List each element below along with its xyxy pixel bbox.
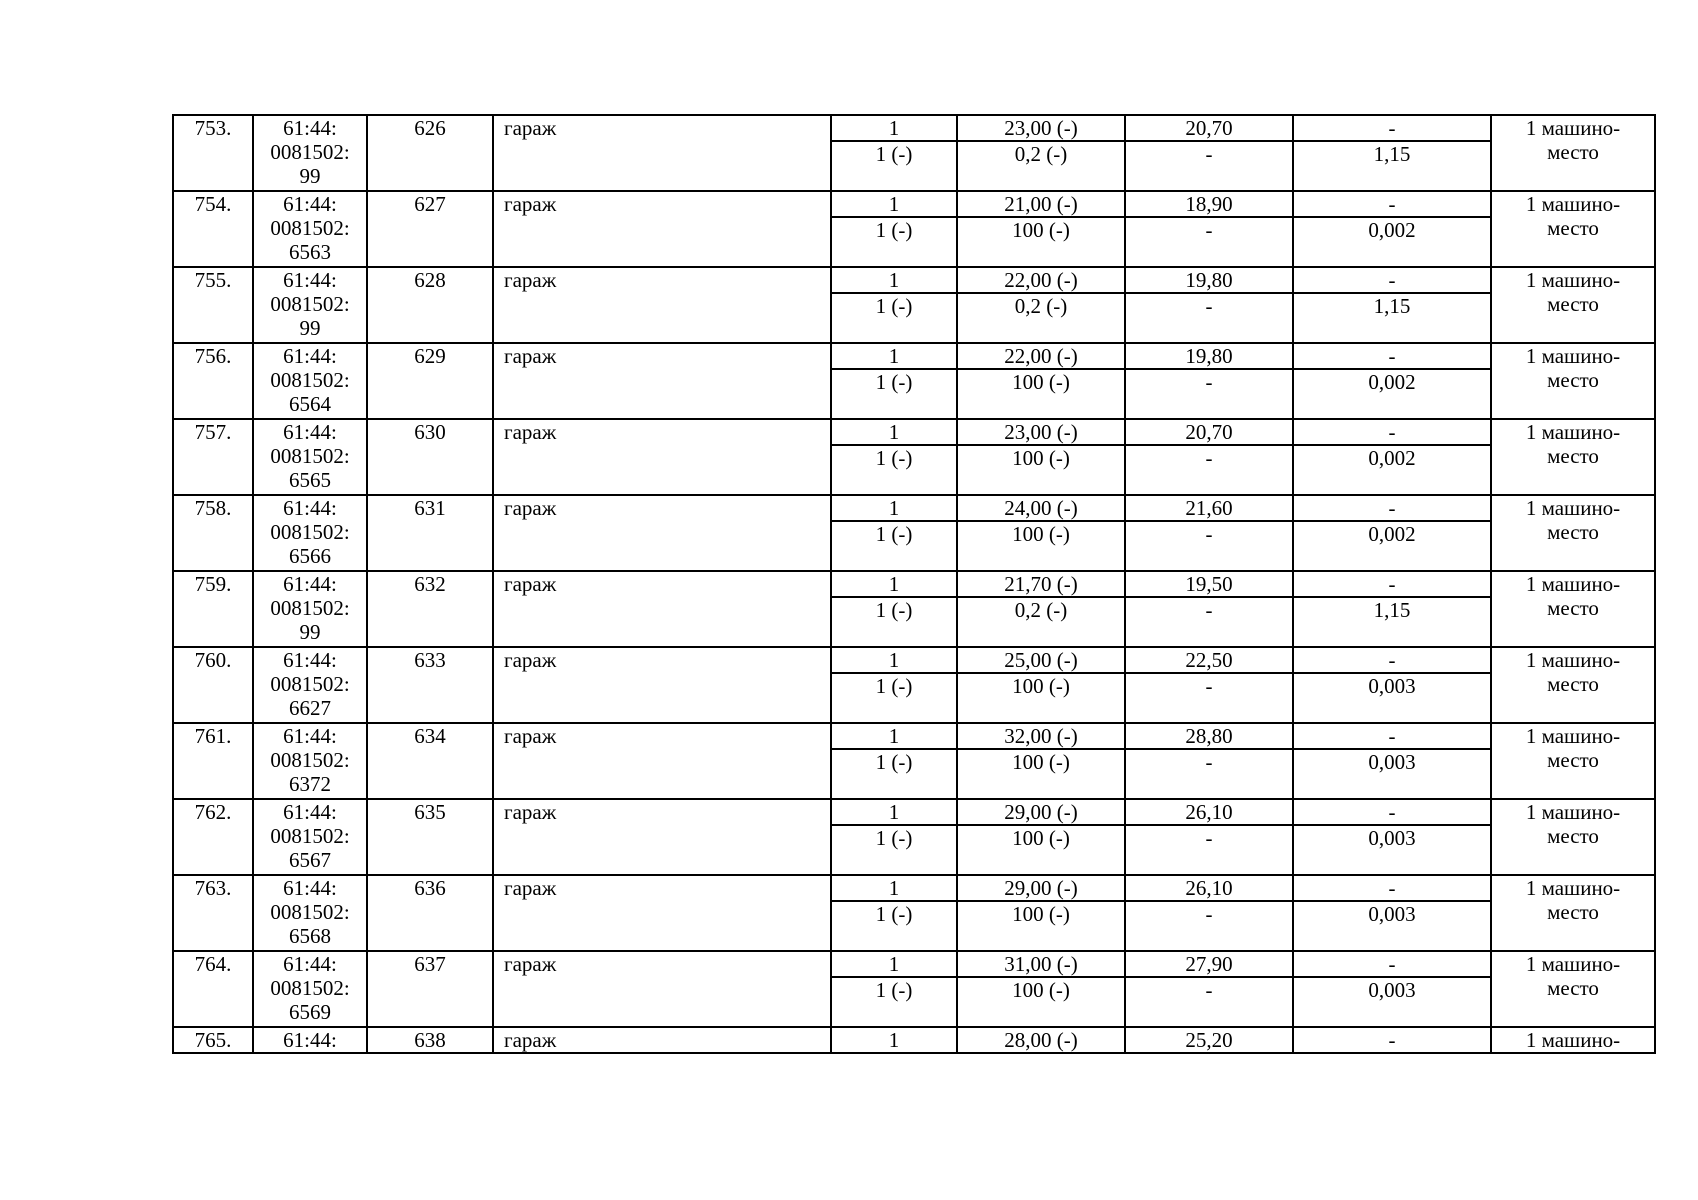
cell-a2: 1 (-) [831, 825, 957, 875]
unit-line: место [1547, 216, 1599, 240]
cell-b1: 23,00 (-) [957, 115, 1125, 141]
cell-a2: 1 (-) [831, 445, 957, 495]
object-type: гараж [493, 1027, 831, 1053]
row-number: 761. [173, 723, 253, 799]
cadastral-number [253, 495, 367, 571]
object-type: гараж [493, 951, 831, 1027]
cadastral-part: 0081502: [270, 292, 350, 316]
object-number: 627 [367, 191, 493, 267]
cell-a2: 1 (-) [831, 369, 957, 419]
cadastral-number [253, 875, 367, 951]
cadastral-number [253, 191, 367, 267]
cell-b2: 0,2 (-) [957, 597, 1125, 647]
object-type: гараж [493, 495, 831, 571]
row-number: 753. [173, 115, 253, 191]
cell-c1: 19,80 [1125, 343, 1293, 369]
cadastral-number [253, 419, 367, 495]
cadastral-part: 6372 [289, 772, 331, 796]
cell-c2: - [1125, 673, 1293, 723]
cadastral-number [253, 723, 367, 799]
table-row-last [173, 1027, 1655, 1053]
cell-d1: - [1293, 951, 1491, 977]
cell-a2: 1 (-) [831, 141, 957, 191]
cell-c2: - [1125, 521, 1293, 571]
cell-b2: 100 (-) [957, 749, 1125, 799]
object-number: 628 [367, 267, 493, 343]
object-number: 636 [367, 875, 493, 951]
table-row [173, 419, 1655, 445]
unit-line: 1 машино- [1525, 724, 1621, 748]
cadastral-part: 6566 [289, 544, 331, 568]
cell-d1: - [1293, 723, 1491, 749]
cadastral-part: 61:44: [283, 876, 337, 900]
unit-cell [1491, 267, 1655, 343]
cell-c2: - [1125, 977, 1293, 1027]
unit-cell [1491, 647, 1655, 723]
unit-line: 1 машино- [1525, 192, 1621, 216]
cadastral-part: 99 [299, 164, 321, 188]
table-row [173, 951, 1655, 977]
cell-d2: 0,003 [1293, 901, 1491, 951]
cell-b2: 100 (-) [957, 673, 1125, 723]
cadastral-part: 6565 [289, 468, 331, 492]
unit-cell: 1 машино- [1491, 1027, 1655, 1053]
unit-line: 1 машино- [1525, 876, 1621, 900]
cell-a2: 1 (-) [831, 901, 957, 951]
unit-line: 1 машино- [1525, 268, 1621, 292]
unit-line: место [1547, 976, 1599, 1000]
cell-c1: 27,90 [1125, 951, 1293, 977]
cell-a1: 1 [831, 191, 957, 217]
cell-d1: - [1293, 571, 1491, 597]
row-number: 757. [173, 419, 253, 495]
row-number: 759. [173, 571, 253, 647]
cell-c2: - [1125, 901, 1293, 951]
cell-b1: 31,00 (-) [957, 951, 1125, 977]
cadastral-part: 0081502: [270, 444, 350, 468]
table-row [173, 191, 1655, 217]
cell-a1: 1 [831, 723, 957, 749]
cell-b1: 29,00 (-) [957, 799, 1125, 825]
cell-b1: 25,00 (-) [957, 647, 1125, 673]
cell-c2: - [1125, 141, 1293, 191]
cadastral-part: 0081502: [270, 368, 350, 392]
cadastral-part: 99 [299, 620, 321, 644]
cell-b2: 100 (-) [957, 901, 1125, 951]
cell-b2: 100 (-) [957, 217, 1125, 267]
cadastral-part: 0081502: [270, 520, 350, 544]
cell-d2: 0,002 [1293, 369, 1491, 419]
table-row [173, 723, 1655, 749]
cell-b1: 32,00 (-) [957, 723, 1125, 749]
cell-b2: 100 (-) [957, 521, 1125, 571]
cell-a1: 1 [831, 419, 957, 445]
cell-c1: 22,50 [1125, 647, 1293, 673]
cell-a1: 1 [831, 343, 957, 369]
object-type: гараж [493, 115, 831, 191]
unit-line: место [1547, 140, 1599, 164]
unit-line: место [1547, 520, 1599, 544]
cadastral-part: 61:44: [283, 192, 337, 216]
cell-d2: 0,002 [1293, 445, 1491, 495]
object-type: гараж [493, 191, 831, 267]
cell-a2: 1 (-) [831, 673, 957, 723]
unit-line: место [1547, 368, 1599, 392]
cell-d2: 0,003 [1293, 977, 1491, 1027]
row-number: 764. [173, 951, 253, 1027]
object-type: гараж [493, 723, 831, 799]
row-number: 758. [173, 495, 253, 571]
cell-c1: 20,70 [1125, 115, 1293, 141]
object-number: 629 [367, 343, 493, 419]
cell-d1: - [1293, 419, 1491, 445]
cell-d2: 0,002 [1293, 217, 1491, 267]
unit-cell [1491, 115, 1655, 191]
row-number: 760. [173, 647, 253, 723]
cadastral-number [253, 647, 367, 723]
cell-d1: - [1293, 115, 1491, 141]
object-number: 631 [367, 495, 493, 571]
cell-b2: 100 (-) [957, 369, 1125, 419]
cell-d1: - [1293, 1027, 1491, 1053]
object-type: гараж [493, 799, 831, 875]
cell-d1: - [1293, 799, 1491, 825]
object-type: гараж [493, 875, 831, 951]
cell-c1: 26,10 [1125, 799, 1293, 825]
cadastral-number: 61:44: [253, 1027, 367, 1053]
object-number: 635 [367, 799, 493, 875]
cell-a1: 1 [831, 267, 957, 293]
cadastral-number [253, 115, 367, 191]
cell-b1: 22,00 (-) [957, 267, 1125, 293]
cell-c1: 21,60 [1125, 495, 1293, 521]
cadastral-part: 0081502: [270, 824, 350, 848]
unit-cell [1491, 799, 1655, 875]
cadastral-part: 6567 [289, 848, 331, 872]
cell-c2: - [1125, 217, 1293, 267]
cadastral-part: 6627 [289, 696, 331, 720]
table-row [173, 571, 1655, 597]
unit-line: 1 машино- [1525, 800, 1621, 824]
cadastral-part: 61:44: [283, 648, 337, 672]
cell-a1: 1 [831, 799, 957, 825]
object-number: 634 [367, 723, 493, 799]
unit-line: место [1547, 672, 1599, 696]
unit-line: 1 машино- [1525, 420, 1621, 444]
cell-b2: 100 (-) [957, 825, 1125, 875]
cadastral-part: 0081502: [270, 900, 350, 924]
cadastral-part: 0081502: [270, 216, 350, 240]
object-type: гараж [493, 267, 831, 343]
object-type: гараж [493, 571, 831, 647]
object-number: 637 [367, 951, 493, 1027]
unit-line: 1 машино- [1525, 648, 1621, 672]
cell-a2: 1 (-) [831, 521, 957, 571]
cadastral-part: 61:44: [283, 724, 337, 748]
cadastral-number [253, 951, 367, 1027]
cell-b2: 0,2 (-) [957, 141, 1125, 191]
cadastral-part: 0081502: [270, 596, 350, 620]
cell-b1: 21,70 (-) [957, 571, 1125, 597]
object-number: 638 [367, 1027, 493, 1053]
table-row [173, 115, 1655, 141]
cadastral-part: 61:44: [283, 952, 337, 976]
cell-d1: - [1293, 267, 1491, 293]
cell-a1: 1 [831, 875, 957, 901]
cadastral-part: 0081502: [270, 672, 350, 696]
unit-cell [1491, 419, 1655, 495]
object-number: 633 [367, 647, 493, 723]
cadastral-part: 61:44: [283, 420, 337, 444]
unit-line: место [1547, 824, 1599, 848]
cadastral-part: 0081502: [270, 748, 350, 772]
cadastral-part: 61:44: [283, 496, 337, 520]
row-number: 755. [173, 267, 253, 343]
cadastral-part: 99 [299, 316, 321, 340]
cell-c1: 26,10 [1125, 875, 1293, 901]
unit-line: 1 машино- [1525, 496, 1621, 520]
cadastral-part: 6563 [289, 240, 331, 264]
cell-c2: - [1125, 445, 1293, 495]
cell-d1: - [1293, 495, 1491, 521]
cell-b1: 28,00 (-) [957, 1027, 1125, 1053]
unit-line: 1 машино- [1525, 952, 1621, 976]
table-row [173, 647, 1655, 673]
row-number: 762. [173, 799, 253, 875]
cell-d2: 0,003 [1293, 749, 1491, 799]
cell-c2: - [1125, 825, 1293, 875]
cell-b2: 100 (-) [957, 977, 1125, 1027]
unit-cell [1491, 191, 1655, 267]
cell-c1: 25,20 [1125, 1027, 1293, 1053]
cadastral-part: 6569 [289, 1000, 331, 1024]
cell-c2: - [1125, 369, 1293, 419]
table-row [173, 799, 1655, 825]
cell-c2: - [1125, 293, 1293, 343]
cell-b2: 0,2 (-) [957, 293, 1125, 343]
garage-register-table [172, 114, 1656, 1054]
object-number: 632 [367, 571, 493, 647]
cell-d2: 0,002 [1293, 521, 1491, 571]
table-row [173, 343, 1655, 369]
unit-cell [1491, 723, 1655, 799]
unit-line: место [1547, 900, 1599, 924]
cadastral-number [253, 267, 367, 343]
cell-b1: 29,00 (-) [957, 875, 1125, 901]
table-body [173, 115, 1655, 1053]
row-number: 756. [173, 343, 253, 419]
cell-c1: 19,80 [1125, 267, 1293, 293]
cell-d1: - [1293, 875, 1491, 901]
cell-d1: - [1293, 647, 1491, 673]
cell-a2: 1 (-) [831, 217, 957, 267]
cell-a2: 1 (-) [831, 597, 957, 647]
cadastral-number [253, 343, 367, 419]
cell-b2: 100 (-) [957, 445, 1125, 495]
unit-cell [1491, 571, 1655, 647]
row-number: 754. [173, 191, 253, 267]
cadastral-part: 61:44: [283, 268, 337, 292]
cell-d2: 0,003 [1293, 673, 1491, 723]
cell-d2: 1,15 [1293, 597, 1491, 647]
cadastral-part: 61:44: [283, 800, 337, 824]
cell-c1: 28,80 [1125, 723, 1293, 749]
unit-line: место [1547, 444, 1599, 468]
cadastral-part: 61:44: [283, 344, 337, 368]
cadastral-part: 0081502: [270, 140, 350, 164]
unit-line: место [1547, 292, 1599, 316]
cell-d2: 0,003 [1293, 825, 1491, 875]
cell-b1: 23,00 (-) [957, 419, 1125, 445]
table-row [173, 495, 1655, 521]
cell-b1: 24,00 (-) [957, 495, 1125, 521]
unit-line: 1 машино- [1525, 572, 1621, 596]
unit-cell [1491, 343, 1655, 419]
cadastral-part: 6564 [289, 392, 331, 416]
cadastral-part: 61:44: [283, 572, 337, 596]
cell-d2: 1,15 [1293, 293, 1491, 343]
cell-a1: 1 [831, 647, 957, 673]
cadastral-number [253, 799, 367, 875]
cell-c1: 20,70 [1125, 419, 1293, 445]
object-type: гараж [493, 419, 831, 495]
cell-b1: 21,00 (-) [957, 191, 1125, 217]
cell-c1: 19,50 [1125, 571, 1293, 597]
unit-cell [1491, 951, 1655, 1027]
unit-line: место [1547, 748, 1599, 772]
row-number: 765. [173, 1027, 253, 1053]
cell-a1: 1 [831, 1027, 957, 1053]
cell-c1: 18,90 [1125, 191, 1293, 217]
unit-cell [1491, 495, 1655, 571]
unit-cell [1491, 875, 1655, 951]
cadastral-part: 6568 [289, 924, 331, 948]
cell-a1: 1 [831, 115, 957, 141]
object-type: гараж [493, 343, 831, 419]
cell-d2: 1,15 [1293, 141, 1491, 191]
cell-a1: 1 [831, 951, 957, 977]
cell-a2: 1 (-) [831, 977, 957, 1027]
unit-line: 1 машино- [1525, 116, 1621, 140]
unit-line: место [1547, 596, 1599, 620]
cadastral-part: 0081502: [270, 976, 350, 1000]
cell-d1: - [1293, 343, 1491, 369]
row-number: 763. [173, 875, 253, 951]
object-number: 630 [367, 419, 493, 495]
object-type: гараж [493, 647, 831, 723]
cadastral-number [253, 571, 367, 647]
table-row [173, 267, 1655, 293]
cell-a1: 1 [831, 571, 957, 597]
unit-line: 1 машино- [1525, 344, 1621, 368]
object-number: 626 [367, 115, 493, 191]
cell-a2: 1 (-) [831, 293, 957, 343]
cadastral-part: 61:44: [283, 116, 337, 140]
cell-b1: 22,00 (-) [957, 343, 1125, 369]
cell-c2: - [1125, 597, 1293, 647]
table-row [173, 875, 1655, 901]
cell-c2: - [1125, 749, 1293, 799]
cell-d1: - [1293, 191, 1491, 217]
cell-a2: 1 (-) [831, 749, 957, 799]
cell-a1: 1 [831, 495, 957, 521]
